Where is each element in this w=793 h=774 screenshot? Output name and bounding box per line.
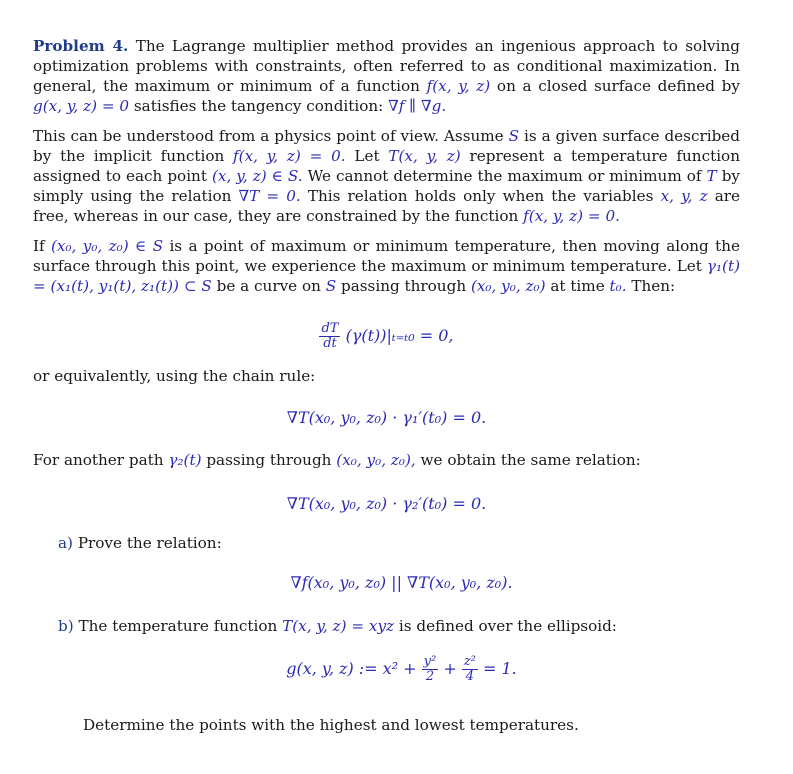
math: (x, y, z) ∈ S. xyxy=(211,167,303,185)
math: (x₀, y₀, z₀), xyxy=(336,451,416,469)
text: are free, whereas in our case, they are constrained by the function xyxy=(33,187,741,225)
text: This can be understood from a physics point of view. Assume xyxy=(33,127,504,145)
math: T(x, y, z) xyxy=(388,147,461,165)
text: passing through xyxy=(340,277,467,295)
denominator: dt xyxy=(323,336,337,351)
text: Let xyxy=(354,147,380,165)
text: We cannot determine the maximum or minimum of xyxy=(307,167,702,185)
text: by simply using the relation xyxy=(33,167,740,205)
denominator: 2 xyxy=(425,669,435,684)
text: we obtain the same relation: xyxy=(420,451,641,469)
text: This relation holds only when the variables xyxy=(307,187,654,205)
math: (x₀, y₀, z₀) xyxy=(470,277,546,295)
math: ∇T = 0. xyxy=(238,187,301,205)
math: t₀. xyxy=(609,277,627,295)
math: S xyxy=(325,277,337,295)
item-letter: a) xyxy=(58,534,73,552)
math: γ₂(t) xyxy=(168,451,202,469)
math-g: g(x, y, z) = 0 xyxy=(33,97,130,115)
item-a xyxy=(58,534,222,552)
eq-right: = 1. xyxy=(482,659,517,678)
text: is a given surface described by the implicit function xyxy=(33,127,741,165)
intro-text-end: satisfies the tangency condition: xyxy=(133,97,384,115)
equation-gamma2: ∇T(x₀, y₀, z₀) · γ₂′(t₀) = 0. xyxy=(286,494,487,513)
math: S xyxy=(508,127,520,145)
final-instruction: Determine the points with the highest and lowest temperatures. xyxy=(83,716,579,734)
intro-text-mid: on a closed surface defined by xyxy=(496,77,740,95)
paragraph-curve xyxy=(33,236,740,296)
text: passing through xyxy=(206,451,332,469)
fraction-y2 xyxy=(422,655,439,684)
math: f(x, y, z) = 0. xyxy=(523,207,620,225)
math: (x₀, y₀, z₀) ∈ S xyxy=(51,237,164,255)
math: T xyxy=(706,167,717,185)
item-text: is defined over the ellipsoid: xyxy=(398,617,617,635)
item-text: The temperature function xyxy=(78,617,278,635)
another-path-text xyxy=(33,451,641,469)
paragraph-physics xyxy=(33,126,740,226)
plus: + xyxy=(443,659,462,678)
numerator: dT xyxy=(321,321,339,336)
problem-label: Problem 4. xyxy=(33,37,129,55)
fraction-z2 xyxy=(462,655,478,684)
text: at time xyxy=(550,277,605,295)
equation-parallel: ∇f(x₀, y₀, z₀) || ∇T(x₀, y₀, z₀). xyxy=(290,573,513,592)
equation-rest: (γ(t))|ₜ₌ₜ₀ = 0, xyxy=(345,326,454,345)
math-f: f(x, y, z) xyxy=(426,77,491,95)
intro-text: The Lagrange multiplier method provides an ingenious approach to solving optimization problems with constraints, often referred to as conditional maximization. In general, the maximum or minimum of a function xyxy=(33,37,740,95)
chain-rule-text: or equivalently, using the chain rule: xyxy=(33,367,316,385)
equation-ellipsoid xyxy=(48,655,755,684)
text: is a point of maximum or minimum temperature, then moving along the surface through this point, we experience the maximum or minimum temperature. Let xyxy=(33,237,741,275)
numerator: z² xyxy=(463,654,476,669)
item-b xyxy=(58,617,617,635)
math: f(x, y, z) = 0. xyxy=(233,147,346,165)
text: If xyxy=(33,237,45,255)
math: T(x, y, z) = xyz xyxy=(282,617,395,635)
fraction-dT-dt xyxy=(319,322,340,351)
text: represent a temperature function assigned to each point xyxy=(33,147,740,185)
item-text: Prove the relation: xyxy=(77,534,222,552)
math-tangency: ∇f ∥ ∇g. xyxy=(388,97,447,115)
numerator: y² xyxy=(423,654,437,669)
math: x, y, z xyxy=(660,187,708,205)
eq-left: g(x, y, z) := x² + xyxy=(286,659,422,678)
equation-chain: ∇T(x₀, y₀, z₀) · γ₁′(t₀) = 0. xyxy=(286,408,487,427)
text: Then: xyxy=(631,277,676,295)
equation-dT-dt xyxy=(33,322,740,351)
text: be a curve on xyxy=(216,277,321,295)
paragraph-intro xyxy=(33,36,740,116)
math: γ₁(t) = (x₁(t), y₁(t), z₁(t)) ⊂ S xyxy=(33,257,740,295)
problem-page xyxy=(33,36,740,296)
item-letter: b) xyxy=(58,617,74,635)
text: For another path xyxy=(33,451,164,469)
denominator: 4 xyxy=(465,669,474,684)
